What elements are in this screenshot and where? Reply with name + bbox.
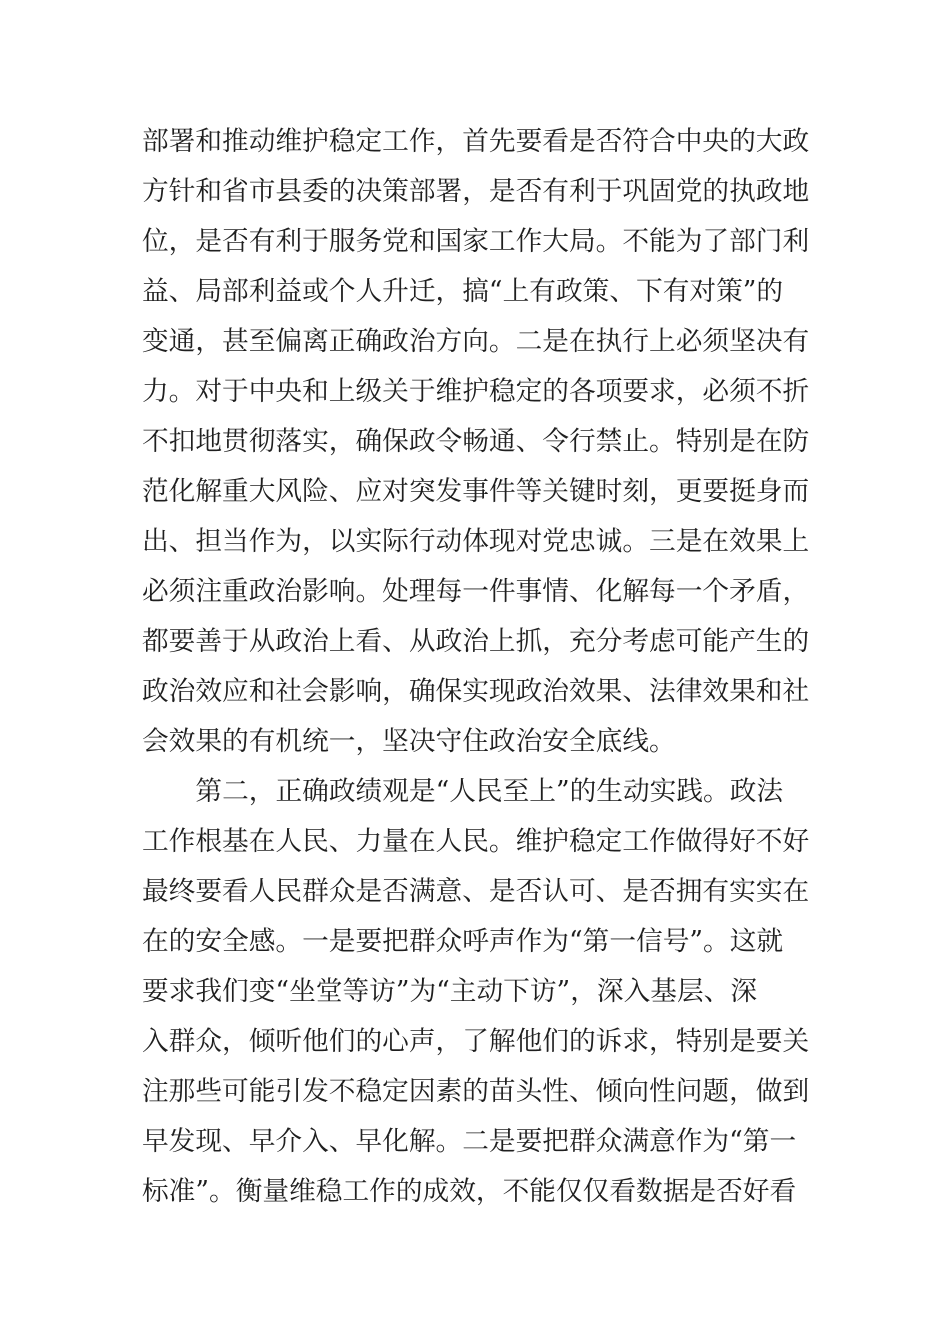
text-line: 入群众，倾听他们的心声，了解他们的诉求，特别是要关	[142, 1026, 810, 1057]
text-line: 注那些可能引发不稳定因素的苗头性、倾向性问题，做到	[142, 1076, 810, 1107]
text-line: 工作根基在人民、力量在人民。维护稳定工作做得好不好	[142, 826, 810, 857]
text-line: 标准”。衡量维稳工作的成效，不能仅仅看数据是否好看	[142, 1176, 797, 1207]
text-line: 位，是否有利于服务党和国家工作大局。不能为了部门利	[142, 226, 810, 257]
text-line: 力。对于中央和上级关于维护稳定的各项要求，必须不折	[142, 376, 810, 407]
text-line: 第二，正确政绩观是“人民至上”的生动实践。政法	[195, 776, 784, 807]
text-line: 在的安全感。一是要把群众呼声作为“第一信号”。这就	[142, 926, 784, 957]
text-line: 方针和省市县委的决策部署，是否有利于巩固党的执政地	[142, 176, 810, 207]
text-line: 要求我们变“坐堂等访”为“主动下访”，深入基层、深	[142, 976, 758, 1007]
text-line: 范化解重大风险、应对突发事件等关键时刻，更要挺身而	[142, 476, 810, 507]
text-line: 不扣地贯彻落实，确保政令畅通、令行禁止。特别是在防	[142, 426, 810, 457]
text-line: 部署和推动维护稳定工作，首先要看是否符合中央的大政	[142, 126, 810, 157]
text-line: 益、局部利益或个人升迁，搞“上有政策、下有对策”的	[142, 276, 784, 307]
text-line: 都要善于从政治上看、从政治上抓，充分考虑可能产生的	[142, 626, 810, 657]
document-text-block	[142, 117, 812, 1217]
text-line: 政治效应和社会影响，确保实现政治效果、法律效果和社	[142, 676, 810, 707]
text-line: 最终要看人民群众是否满意、是否认可、是否拥有实实在	[142, 876, 810, 907]
text-line: 变通，甚至偏离正确政治方向。二是在执行上必须坚决有	[142, 326, 810, 357]
text-line: 必须注重政治影响。处理每一件事情、化解每一个矛盾，	[142, 576, 810, 607]
text-line: 早发现、早介入、早化解。二是要把群众满意作为“第一	[142, 1126, 797, 1157]
text-line: 出、担当作为，以实际行动体现对党忠诚。三是在效果上	[142, 526, 810, 557]
text-line: 会效果的有机统一，坚决守住政治安全底线。	[142, 726, 676, 757]
